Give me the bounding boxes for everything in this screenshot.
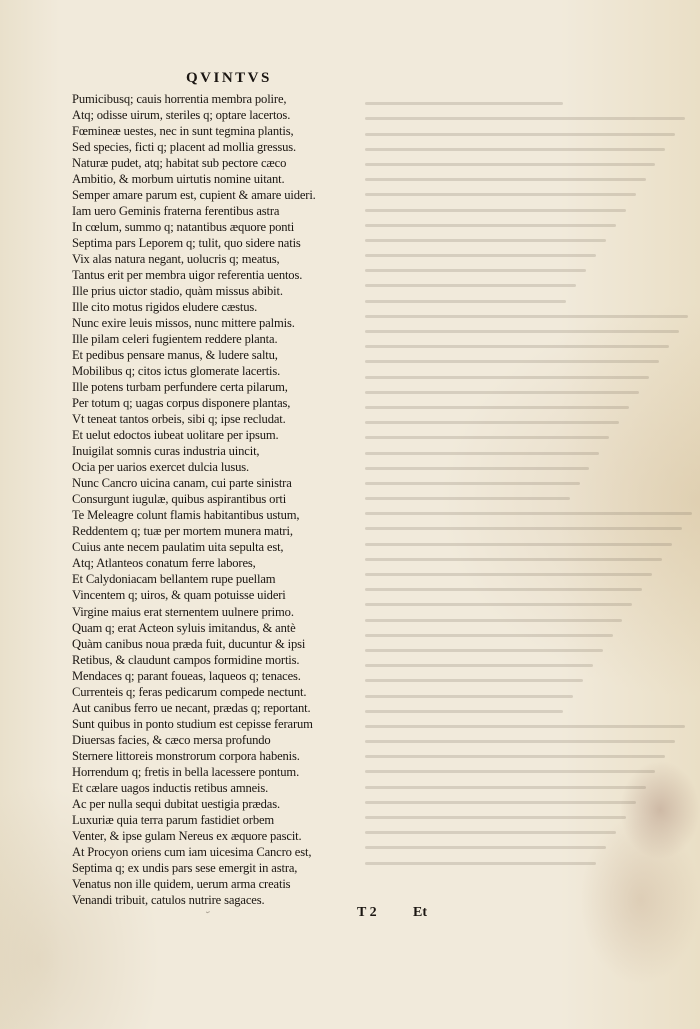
show-through-line xyxy=(365,603,632,606)
verse-line: Sed species, ficti q; placent ad mollia gressus. xyxy=(72,140,296,155)
show-through-line xyxy=(365,634,613,637)
show-through-line xyxy=(365,740,675,743)
show-through-line xyxy=(365,497,570,500)
verse-line: In cœlum, summo q; natantibus æquore ponti xyxy=(72,220,295,235)
show-through-line xyxy=(365,786,646,789)
verse-line: Reddentem q; tuæ per mortem munera matri, xyxy=(72,524,293,539)
show-through-line xyxy=(365,725,685,728)
show-through-line xyxy=(365,558,662,561)
show-through-line xyxy=(365,345,669,348)
verse-line: Ille cito motus rigidos eludere cæstus. xyxy=(72,300,258,315)
show-through-line xyxy=(365,209,626,212)
show-through-line xyxy=(365,406,629,409)
verse-line: Consurgunt iugulæ, quibus aspirantibus orti xyxy=(72,492,287,507)
verse-line: Venandi tribuit, catulos nutrire sagaces. xyxy=(72,892,265,907)
show-through-line xyxy=(365,421,619,424)
show-through-line xyxy=(365,254,596,257)
verse-line: Retibus, & claudunt campos formidine mortis. xyxy=(72,652,300,667)
verse-line: Et Calydoniacam bellantem rupe puellam xyxy=(72,572,276,587)
show-through-line xyxy=(365,178,646,181)
verse-line: Mendaces q; parant foueas, laqueos q; tenaces. xyxy=(72,668,301,683)
verse-line: Ille prius uictor stadio, quàm missus abibit. xyxy=(72,284,283,299)
verse-line: Et pedibus pensare manus, & ludere saltu, xyxy=(72,348,278,363)
verse-line: Currenteis q; feras pedicarum compede nectunt. xyxy=(72,684,307,699)
verse-line: Ocia per uarios exercet dulcia lusus. xyxy=(72,460,249,475)
verse-line: Mobilibus q; citos ictus glomerate lacertis. xyxy=(72,364,281,379)
show-through-line xyxy=(365,512,692,515)
verse-line: Per totum q; uagas corpus disponere plantas, xyxy=(72,396,291,411)
verse-block xyxy=(72,91,372,908)
verse-line: Pumicibusq; cauis horrentia membra polire, xyxy=(72,92,287,106)
show-through-line xyxy=(365,239,606,242)
show-through-line xyxy=(365,527,682,530)
show-through-line xyxy=(365,543,672,546)
show-through-line xyxy=(365,330,679,333)
verse-line: Ille pilam celeri fugientem reddere planta. xyxy=(72,332,278,347)
show-through-line xyxy=(365,482,580,485)
verse-line: Vix alas natura negant, uolucris q; meatus, xyxy=(72,252,280,267)
verse-line: Ille potens turbam perfundere certa pilarum, xyxy=(72,380,288,395)
show-through-line xyxy=(365,391,639,394)
show-through-line xyxy=(365,619,622,622)
verse-line: Septima q; ex undis pars sese emergit in astra, xyxy=(72,860,298,875)
verse-line: Naturæ pudet, atq; habitat sub pectore cæco xyxy=(72,156,287,171)
verse-line: Et uelut edoctos iubeat uolitare per ipsum. xyxy=(72,428,279,443)
verse-line: Vt teneat tantos orbeis, sibi q; ipse recludat. xyxy=(72,412,286,427)
show-through-line xyxy=(365,436,609,439)
show-through-line xyxy=(365,452,599,455)
show-through-line xyxy=(365,133,675,136)
verse-line: Te Meleagre colunt flamis habitantibus ustum, xyxy=(72,508,300,523)
verse-line: Quam q; erat Acteon syluis imitandus, & antè xyxy=(72,620,296,635)
show-through-line xyxy=(365,679,583,682)
verse-line: Quàm canibus noua præda fuit, ducuntur & ipsi xyxy=(72,636,306,651)
show-through-line xyxy=(365,376,649,379)
show-through-text xyxy=(365,90,695,890)
show-through-line xyxy=(365,755,665,758)
verse-line: Et cælare uagos inductis retibus amneis. xyxy=(72,780,269,795)
show-through-line xyxy=(365,664,593,667)
verse-line: At Procyon oriens cum iam uicesima Cancro est, xyxy=(72,844,312,859)
verse-line: Atq; odisse uirum, steriles q; optare lacertos. xyxy=(72,108,291,123)
show-through-line xyxy=(365,846,606,849)
show-through-line xyxy=(365,862,596,865)
show-through-line xyxy=(365,300,566,303)
show-through-line xyxy=(365,102,563,105)
verse-line: Aut canibus ferro ue necant, prædas q; reportant. xyxy=(72,700,311,715)
verse-line: Venatus non ille quidem, uerum arma creatis xyxy=(72,876,291,891)
verse-line: Venter, & ipse gulam Nereus ex æquore pascit. xyxy=(72,828,302,843)
show-through-line xyxy=(365,801,636,804)
verse-line: Ac per nulla sequi dubitat uestigia prædas. xyxy=(72,796,280,811)
verse-line: Atq; Atlanteos conatum ferre labores, xyxy=(72,556,256,571)
ink-mark xyxy=(208,911,222,923)
verse-line: Septima pars Leporem q; tulit, quo sidere natis xyxy=(72,236,301,251)
running-title: QVINTVS xyxy=(186,70,272,86)
show-through-line xyxy=(365,770,655,773)
verse-line: Fœmineæ uestes, nec in sunt tegmina plantis, xyxy=(72,124,294,139)
verse-line: Horrendum q; fretis in bella lacessere pontum. xyxy=(72,764,300,779)
verse-line: Diuersas facies, & cæco mersa profundo xyxy=(72,732,271,747)
verse-line: Sunt quibus in ponto studium est cepisse ferarum xyxy=(72,716,313,731)
verse-line: Ambitio, & morbum uirtutis nomine uitant. xyxy=(72,172,285,187)
show-through-line xyxy=(365,816,626,819)
show-through-line xyxy=(365,315,688,318)
show-through-line xyxy=(365,284,576,287)
show-through-line xyxy=(365,117,685,120)
show-through-line xyxy=(365,269,586,272)
verse-line: Tantus erit per membra uigor referentia uentos. xyxy=(72,268,303,283)
show-through-line xyxy=(365,224,616,227)
verse-line: Cuius ante necem paulatim uita sepulta est, xyxy=(72,540,284,555)
verse-line: Virgine maius erat sternentem uulnere primo. xyxy=(72,604,294,619)
verse-line: Semper amare parum est, cupient & amare uideri. xyxy=(72,188,316,203)
signature-mark: T 2 xyxy=(357,905,377,920)
show-through-line xyxy=(365,710,563,713)
show-through-line xyxy=(365,467,589,470)
show-through-line xyxy=(365,360,659,363)
verse-line: Iam uero Geminis fraterna ferentibus astra xyxy=(72,204,280,219)
show-through-line xyxy=(365,831,616,834)
show-through-line xyxy=(365,148,665,151)
verse-line: Sternere littoreis monstrorum corpora habenis. xyxy=(72,748,300,763)
verse-line: Luxuriæ quia terra parum fastidiet orbem xyxy=(72,812,275,827)
show-through-line xyxy=(365,695,573,698)
catchword: Et xyxy=(413,905,427,920)
show-through-line xyxy=(365,588,642,591)
show-through-line xyxy=(365,193,636,196)
verse-line: Nunc Cancro uicina canam, cui parte sinistra xyxy=(72,476,292,491)
verse-line: Vincentem q; uiros, & quam potuisse uideri xyxy=(72,588,286,603)
show-through-line xyxy=(365,573,652,576)
show-through-line xyxy=(365,163,655,166)
show-through-line xyxy=(365,649,603,652)
verse-line: Inuigilat somnis curas industria uincit, xyxy=(72,444,260,459)
verse-line: Nunc exire leuis missos, nunc mittere palmis. xyxy=(72,316,295,331)
